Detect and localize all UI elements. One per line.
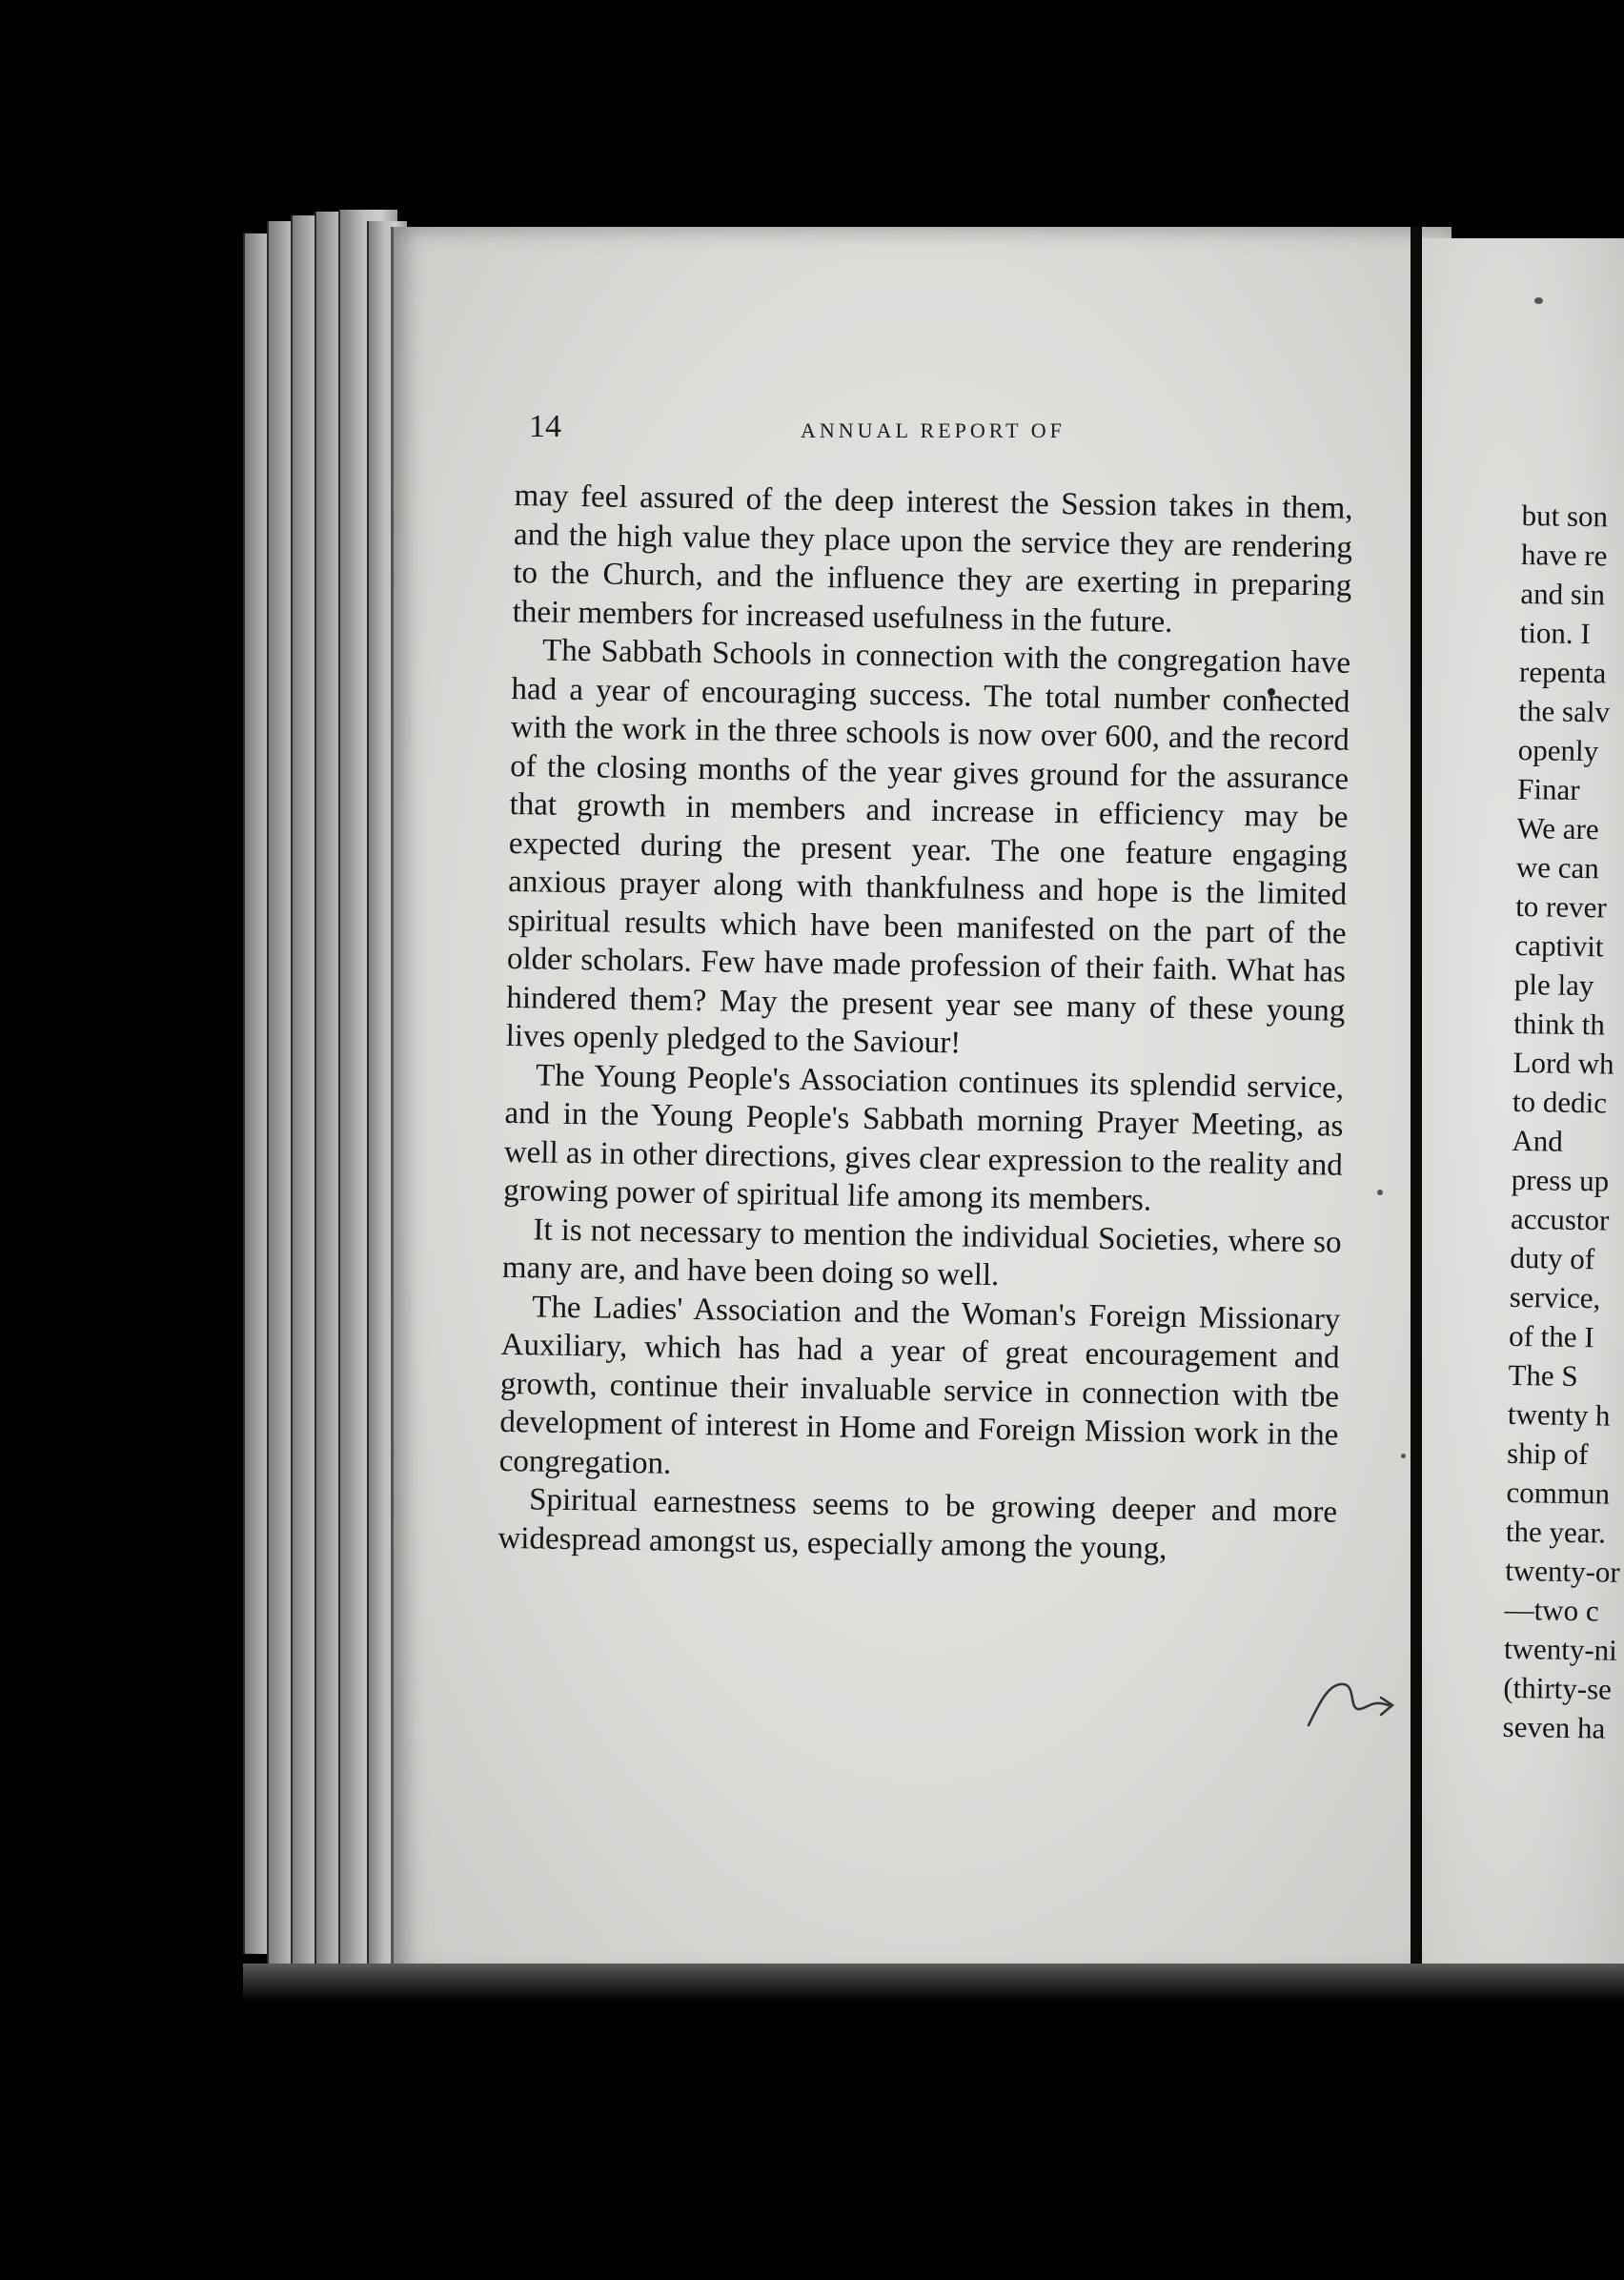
bottom-shadow: [243, 1964, 1624, 2002]
facing-page-line: accustor: [1510, 1201, 1610, 1237]
page-number: 14: [529, 409, 561, 444]
paragraph: The Ladies' Association and the Woman's Foreign Missionary Auxiliary, which has had a year of great encouragement and growth, continue their invaluable service in connection with tbe development of interest in Home and Foreign Mission work in the congregation.: [498, 1289, 1341, 1481]
facing-page-line: And: [1512, 1123, 1564, 1158]
paragraph: The Young People's Association continues its splendid service, and in the Young People's Sabbath morning Prayer Meeting, as well as in other directions, gives clear expression to the reality and growing power of spiritual life among its members.: [502, 1057, 1345, 1218]
facing-page-line: the salv: [1518, 693, 1611, 729]
facing-page-line: ple lay: [1513, 967, 1594, 1003]
scan-speck: [1401, 1454, 1406, 1458]
facing-page-line: twenty h: [1507, 1396, 1611, 1433]
facing-page-line: service,: [1509, 1279, 1601, 1315]
facing-page-line: Lord wh: [1512, 1045, 1614, 1081]
paragraph: The Sabbath Schools in connection with the congregation have had a year of encouraging success. The total number connected with the work in the three schools is now over 600, and the record of the closing months of the year gives ground for the assurance that growth in members and increase in efficiency may be expected during the present year. The one feature engaging anxious prayer along with thankfulness and hope is the limited spiritual results which have been manifested on the part of the older scholars. Few have made profession of their faith. What has hindered them? May the present year see many of these young lives openly pledged to the Saviour!: [505, 633, 1351, 1061]
facing-page-line: twenty-or: [1505, 1553, 1621, 1589]
scan-speck: [1534, 297, 1543, 304]
facing-page-line: press up: [1511, 1162, 1610, 1198]
running-head: ANNUAL REPORT OF: [801, 418, 1066, 442]
book-gutter: [1411, 227, 1422, 1979]
facing-page-line: twenty-ni: [1503, 1631, 1618, 1667]
page-header: [519, 405, 1377, 453]
facing-page-line: repenta: [1518, 654, 1607, 690]
facing-page-line: The S: [1508, 1357, 1578, 1394]
facing-page-line: Finar: [1516, 771, 1580, 806]
page-body: [497, 477, 1353, 1571]
pencil-annotation-icon: [1301, 1673, 1406, 1740]
facing-page-line: duty of: [1510, 1240, 1595, 1276]
facing-page-line: openly: [1517, 732, 1599, 768]
facing-page-line: commun: [1506, 1475, 1611, 1511]
facing-page-line: the year.: [1505, 1514, 1607, 1550]
facing-page-line: have re: [1520, 537, 1608, 573]
facing-page-line: to dedic: [1512, 1084, 1608, 1120]
facing-page-line: but son: [1521, 498, 1609, 534]
facing-page-line: of the I: [1508, 1318, 1594, 1354]
facing-page-line: tion. I: [1519, 615, 1592, 651]
paragraph: may feel assured of the deep interest the Session takes in them, and the high value they place upon the service they are rendering to the Church, and the influence they are exerting in preparing their members for increased usefulness in the future.: [512, 478, 1353, 640]
facing-page-line: we can: [1515, 849, 1600, 886]
facing-page-line: ship of: [1506, 1435, 1589, 1472]
facing-page-line: and sin: [1520, 576, 1606, 612]
paragraph: It is not necessary to mention the individual Societies, where so many are, and have been doing so well.: [501, 1211, 1342, 1293]
paragraph: Spiritual earnestness seems to be growing deeper and more widespread amongst us, especially among the young,: [497, 1482, 1338, 1566]
facing-page-line: captivit: [1514, 927, 1604, 964]
facing-page-line: seven ha: [1502, 1709, 1606, 1745]
scan-speck: [1377, 1190, 1383, 1195]
facing-page-line: We are: [1516, 810, 1599, 846]
facing-page-line: —two c: [1504, 1592, 1599, 1628]
facing-page-text: [1502, 496, 1624, 1748]
facing-page-line: think th: [1513, 1006, 1606, 1042]
facing-page-line: (thirty-se: [1503, 1670, 1613, 1706]
facing-page-line: to rever: [1514, 888, 1608, 925]
